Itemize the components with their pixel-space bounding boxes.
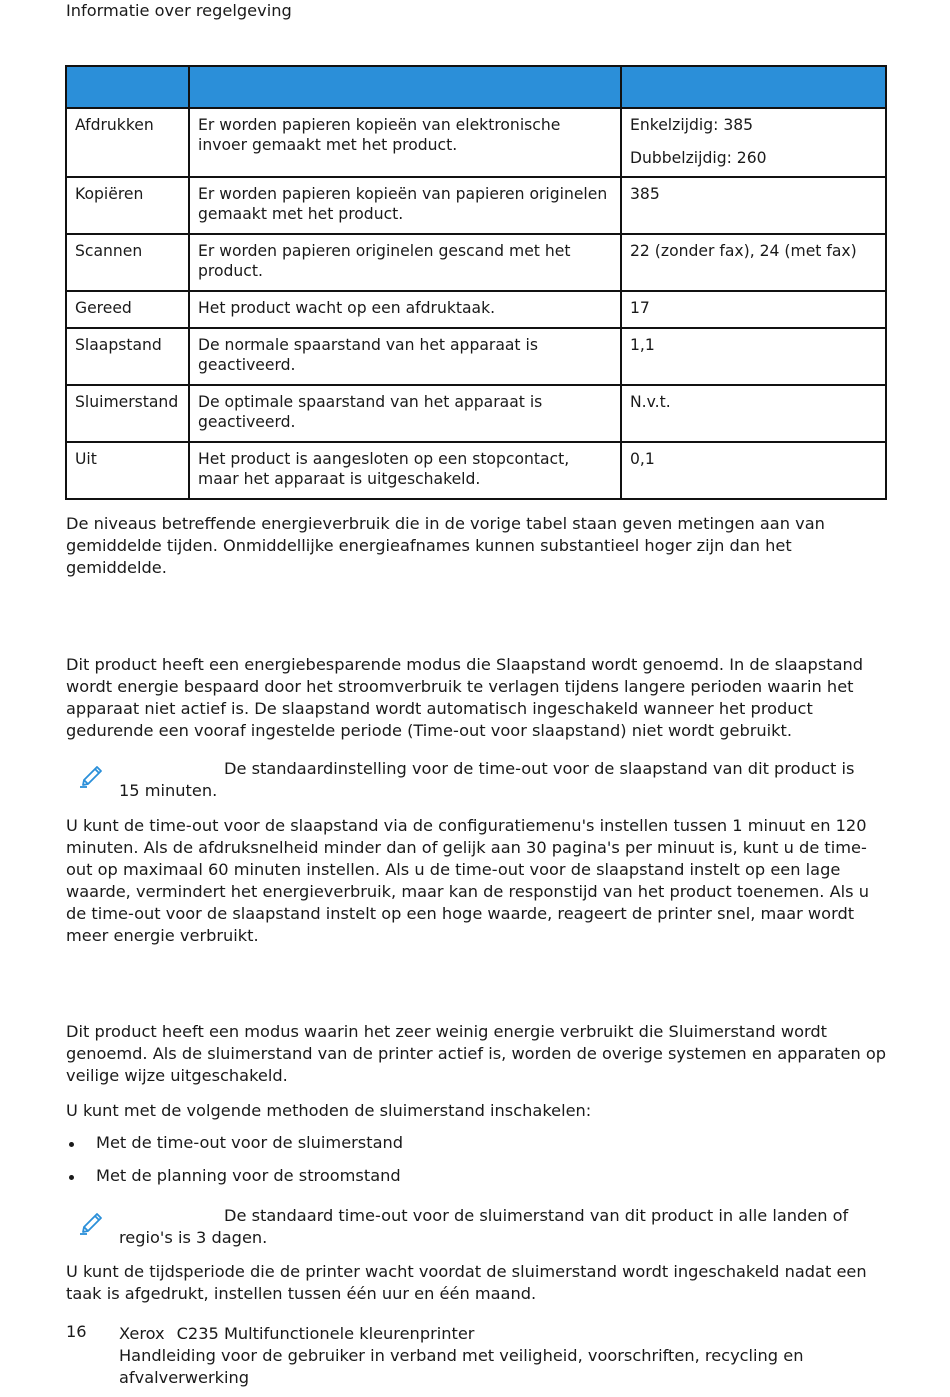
hibernate-intro-paragraph <box>66 1021 888 1087</box>
table-row <box>66 328 886 385</box>
description-cell: Er worden papieren kopieën van papieren originelen gemaakt met het product. <box>189 177 621 234</box>
energy-table <box>65 65 887 500</box>
mode-cell: Slaapstand <box>66 328 189 385</box>
list-item: Met de time-out voor de sluimerstand <box>66 1132 403 1165</box>
paragraph: De niveaus betreffende energieverbruik die in de vorige tabel staan geven metingen aan van gemiddelde tijden. Onmiddellijke energieafnames kunnen substantieel hoger zijn dan het gemiddelde. <box>66 514 825 577</box>
footer-brand: Xerox <box>119 1324 165 1343</box>
description-cell: De optimale spaarstand van het apparaat is geactiveerd. <box>189 385 621 442</box>
footer-guide: Handleiding voor de gebruiker in verband met veiligheid, voorschriften, recycling en afvalverwerking <box>119 1346 804 1387</box>
after-table-paragraph <box>66 513 888 579</box>
methods-intro <box>66 1100 888 1122</box>
sleep-note: De standaardinstelling voor de time-out voor de slaapstand van dit product is 15 minuten. <box>119 759 855 800</box>
description-cell: Er worden papieren kopieën van elektronische invoer gemaakt met het product. <box>189 108 621 177</box>
table-row <box>66 234 886 291</box>
table-header-row <box>66 66 886 108</box>
footer-product: C235 Multifunctionele kleurenprinter <box>176 1324 475 1343</box>
table-header-cell <box>66 66 189 108</box>
mode-cell: Kopiëren <box>66 177 189 234</box>
value-single-sided: Enkelzijdig: 385 <box>630 116 754 134</box>
value-cell: 1,1 <box>621 328 886 385</box>
list-item: Met de planning voor de stroomstand <box>66 1165 403 1198</box>
paragraph: U kunt met de volgende methoden de sluimerstand inschakelen: <box>66 1101 592 1120</box>
value-cell: 0,1 <box>621 442 886 499</box>
description-cell: Het product wacht op een afdruktaak. <box>189 291 621 328</box>
table-row <box>66 177 886 234</box>
value-cell: N.v.t. <box>621 385 886 442</box>
pencil-icon <box>78 1207 106 1235</box>
description-cell: Het product is aangesloten op een stopcontact, maar het apparaat is uitgeschakeld. <box>189 442 621 499</box>
description-cell: De normale spaarstand van het apparaat is geactiveerd. <box>189 328 621 385</box>
paragraph: U kunt de time-out voor de slaapstand via de configuratiemenu's instellen tussen 1 minuut en 120 minuten. Als de afdruksnelheid minder dan of gelijk aan 30 pagina's per minuut is, kunt u de time-out op maximaal 60 minuten instellen. Als u de time-out voor de slaapstand instelt op een lage waarde, vermindert het energieverbruik, maar kan de responstijd van het product toenemen. Als u de time-out voor de slaapstand instelt op een hoge waarde, reageert de printer snel, maar wordt meer energie verbruikt. <box>66 816 869 945</box>
value-cell: 17 <box>621 291 886 328</box>
table-row <box>66 385 886 442</box>
footer-product-line <box>119 1323 879 1345</box>
table-row <box>66 442 886 499</box>
hibernate-note: De standaard time-out voor de sluimerstand van dit product in alle landen of regio's is 3 dagen. <box>119 1206 849 1247</box>
table-row <box>66 108 886 177</box>
paragraph: Dit product heeft een energiebesparende modus die Slaapstand wordt genoemd. In de slaapstand wordt energie bespaard door het stroomverbruik te verlagen tijdens langere perioden waarin het apparaat niet actief is. De slaapstand wordt automatisch ingeschakeld wanneer het product gedurende een vooraf ingestelde periode (Time-out voor slaapstand) niet wordt gebruikt. <box>66 655 864 740</box>
sleep-intro-paragraph <box>66 654 888 742</box>
methods-list <box>66 1132 403 1198</box>
paragraph: U kunt de tijdsperiode die de printer wacht voordat de sluimerstand wordt ingeschakeld nadat een taak is afgedrukt, instellen tussen één uur en één maand. <box>66 1262 867 1303</box>
value-cell: 22 (zonder fax), 24 (met fax) <box>621 234 886 291</box>
table-row <box>66 291 886 328</box>
pencil-icon <box>78 760 106 788</box>
footer <box>119 1323 879 1389</box>
paragraph: Dit product heeft een modus waarin het zeer weinig energie verbruikt die Sluimerstand wordt genoemd. Als de sluimerstand van de printer actief is, worden de overige systemen en apparaten op veilige wijze uitgeschakeld. <box>66 1022 887 1085</box>
sleep-body-paragraph <box>66 815 888 947</box>
page-number: 16 <box>66 1322 87 1341</box>
value-cell <box>621 108 886 177</box>
mode-cell: Sluimerstand <box>66 385 189 442</box>
mode-cell: Scannen <box>66 234 189 291</box>
hibernate-body-paragraph <box>66 1261 888 1305</box>
mode-cell: Gereed <box>66 291 189 328</box>
running-header: Informatie over regelgeving <box>66 1 292 20</box>
description-cell: Er worden papieren originelen gescand met het product. <box>189 234 621 291</box>
table-header-cell <box>189 66 621 108</box>
mode-cell: Afdrukken <box>66 108 189 177</box>
value-double-sided: Dubbelzijdig: 260 <box>630 148 767 167</box>
mode-cell: Uit <box>66 442 189 499</box>
table-header-cell <box>621 66 886 108</box>
value-cell: 385 <box>621 177 886 234</box>
